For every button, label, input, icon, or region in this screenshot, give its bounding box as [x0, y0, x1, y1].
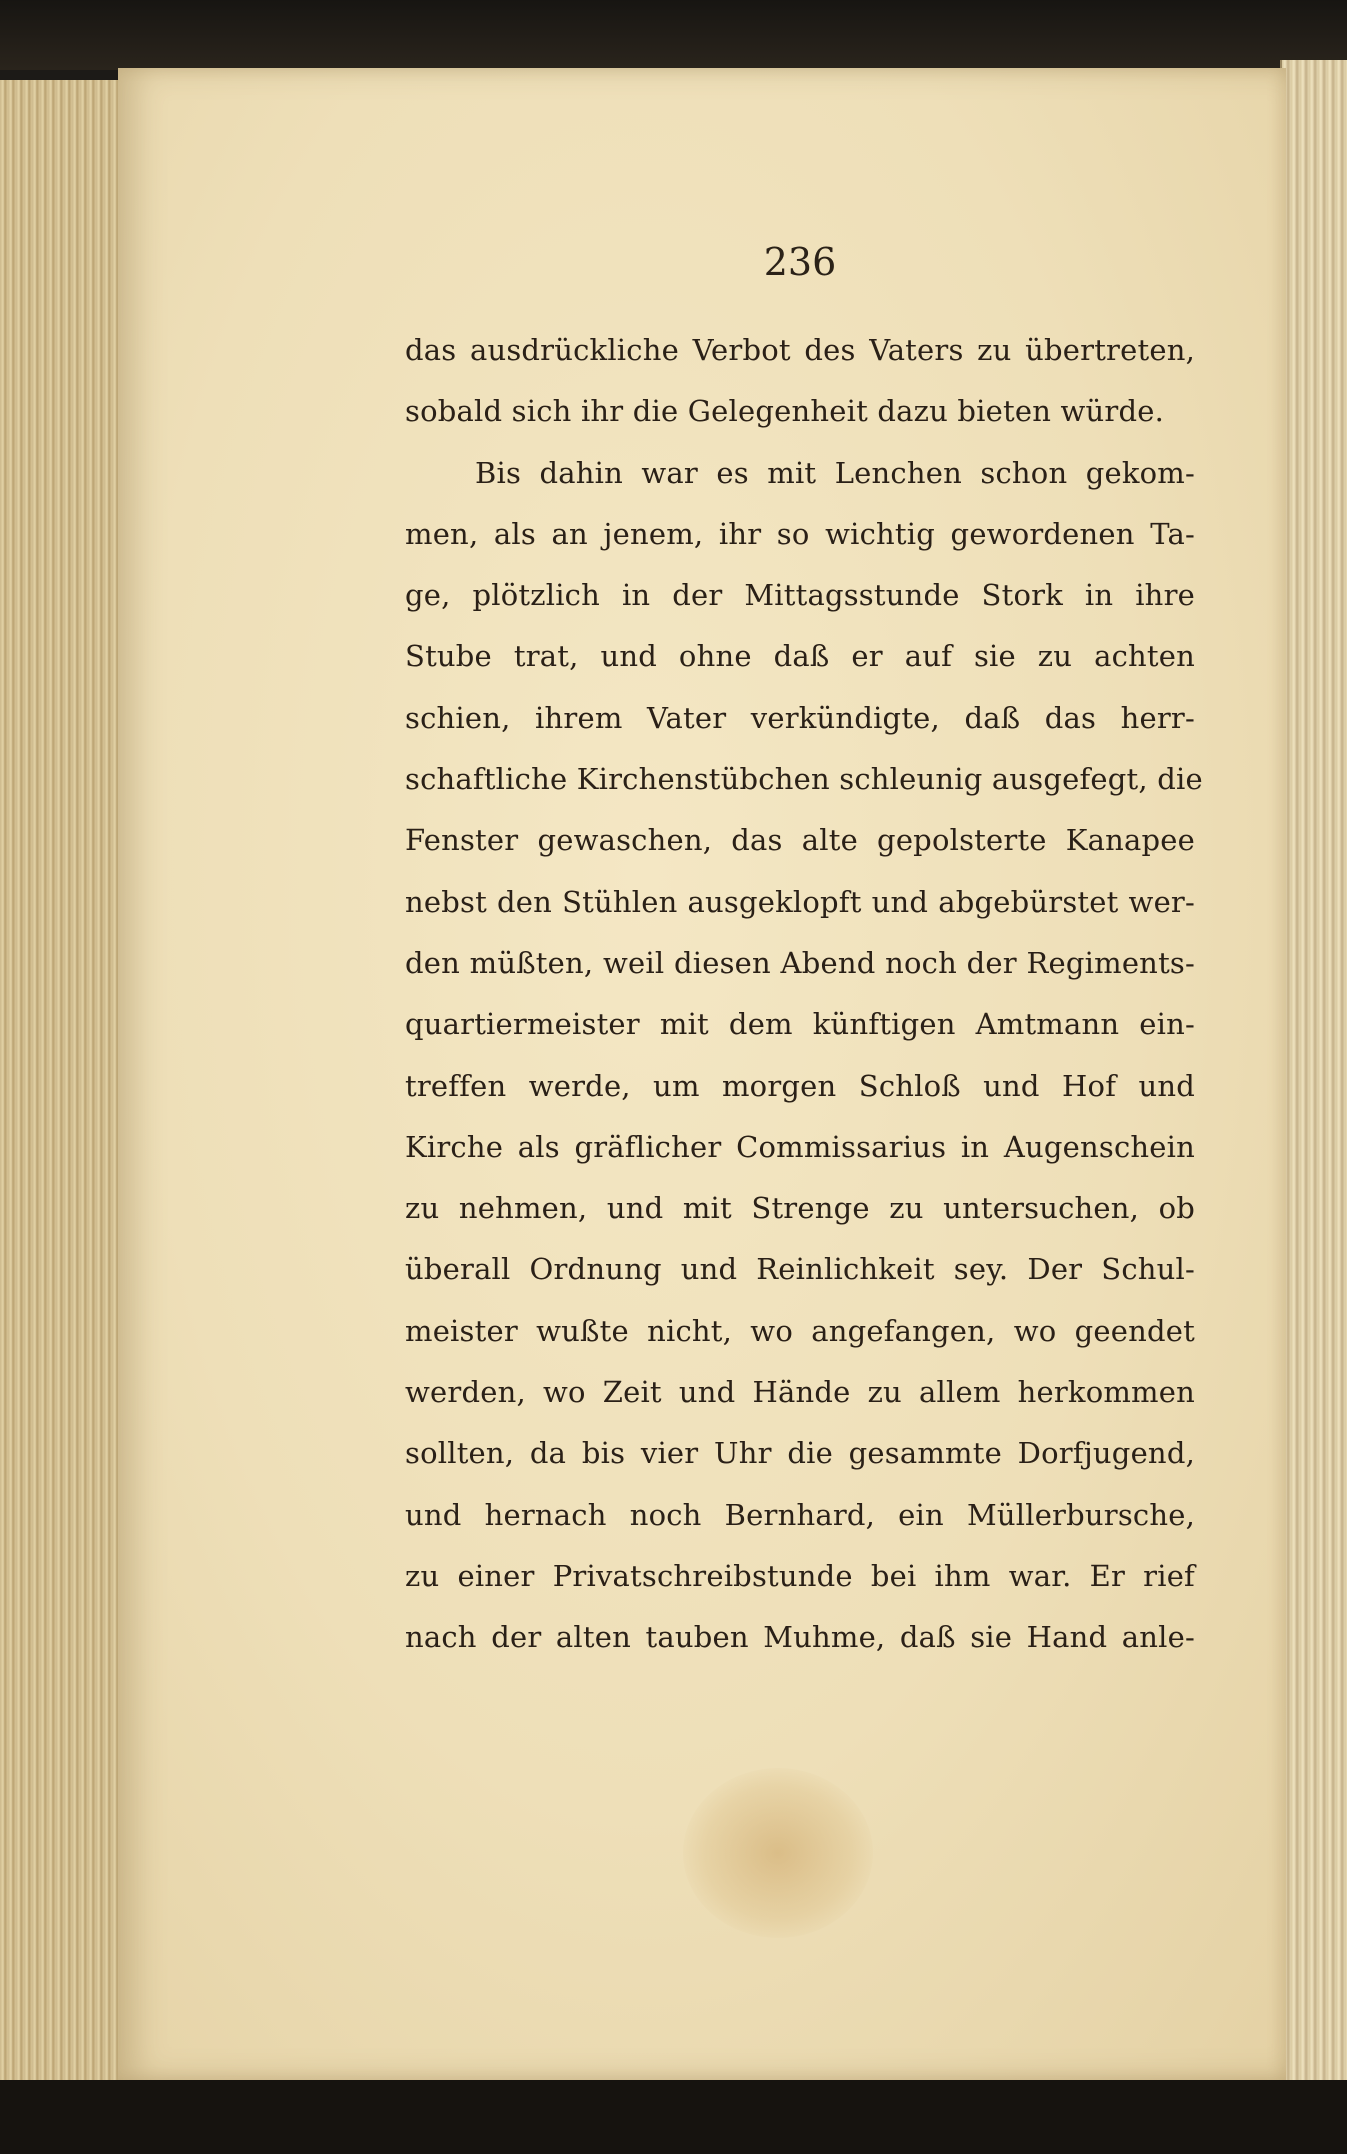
text-line: sobald sich ihr die Gelegenheit dazu bieten würde. — [405, 394, 1165, 429]
text-line: werden, wo Zeit und Hände zu allem herkommen — [405, 1375, 1195, 1410]
text-line: quartiermeister mit dem künftigen Amtmann ein- — [405, 1007, 1195, 1042]
page-edges-left — [0, 80, 132, 2090]
text-line: ge, plötzlich in der Mittagsstunde Stork in ihre — [405, 578, 1195, 613]
text-line: treffen werde, um morgen Schloß und Hof und — [405, 1068, 1195, 1103]
text-line: schaftliche Kirchenstübchen schleunig ausgefegt, die — [405, 762, 1203, 797]
text-line: Kirche als gräflicher Commissarius in Augenschein — [405, 1129, 1195, 1164]
text-line: Stube trat, und ohne daß er auf sie zu achten — [405, 639, 1195, 674]
page-edges-right — [1280, 60, 1347, 2090]
text-line: überall Ordnung und Reinlichkeit sey. Der Schul- — [405, 1252, 1195, 1287]
text-line: sollten, da bis vier Uhr die gesammte Dorfjugend, — [405, 1436, 1195, 1471]
text-line: den müßten, weil diesen Abend noch der Regiments- — [405, 945, 1195, 980]
body-text — [405, 320, 1203, 1669]
text-line: das ausdrückliche Verbot des Vaters zu übertreten, — [405, 333, 1195, 367]
text-line: und hernach noch Bernhard, ein Müllerbursche, — [405, 1497, 1195, 1532]
text-line: schien, ihrem Vater verkündigte, daß das herr- — [405, 700, 1195, 735]
text-line: zu nehmen, und mit Strenge zu untersuchen, ob — [405, 1191, 1195, 1226]
text-line: nach der alten tauben Muhme, daß sie Hand anle- — [405, 1620, 1195, 1655]
text-line: zu einer Privatschreibstunde bei ihm war. Er rief — [405, 1558, 1195, 1593]
book-cover-top — [0, 0, 1347, 70]
book-cover-bottom — [0, 2080, 1347, 2154]
text-line: men, als an jenem, ihr so wichtig gewordenen Ta- — [405, 516, 1195, 551]
water-stain — [683, 1768, 873, 1938]
text-line: Bis dahin war es mit Lenchen schon gekom- — [475, 455, 1195, 490]
text-line: meister wußte nicht, wo angefangen, wo geendet — [405, 1313, 1195, 1348]
text-line: nebst den Stühlen ausgeklopft und abgebürstet wer- — [405, 884, 1195, 919]
text-line: Fenster gewaschen, das alte gepolsterte Kanapee — [405, 823, 1195, 858]
page-number: 236 — [763, 240, 837, 284]
